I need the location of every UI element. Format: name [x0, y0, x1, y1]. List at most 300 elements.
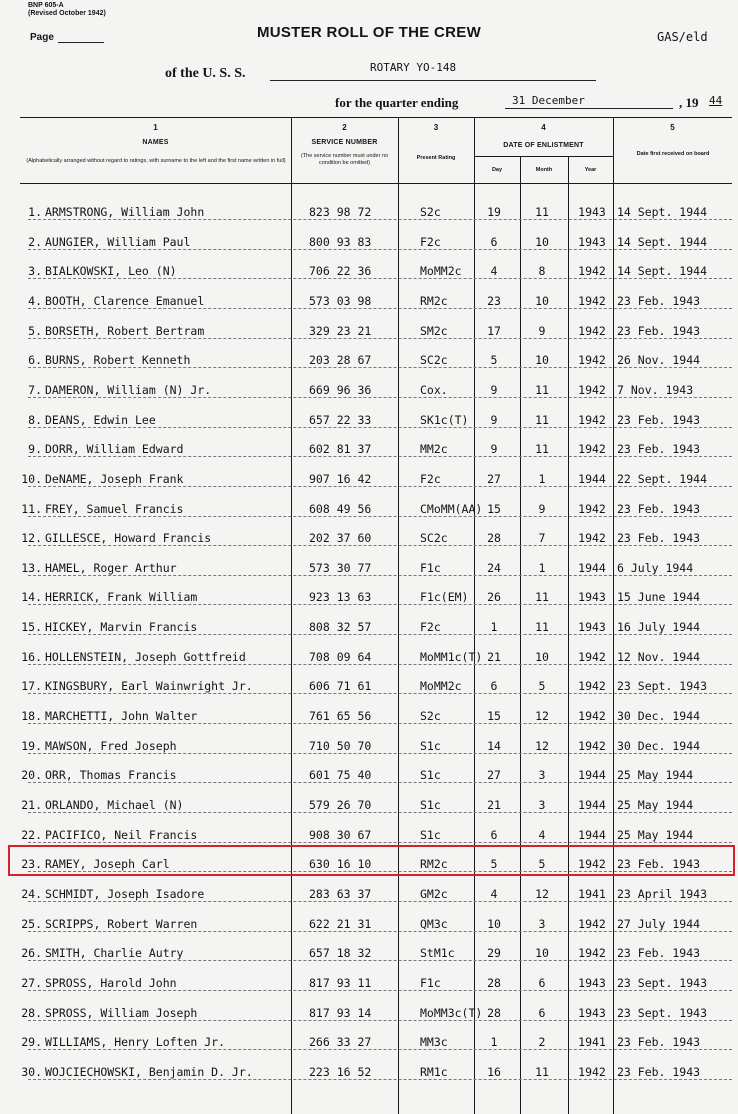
- received-date: 23 Sept. 1943: [617, 679, 708, 694]
- enlist-year: 1942: [578, 382, 606, 397]
- enlist-month: 11: [535, 382, 549, 397]
- crew-name: HOLLENSTEIN, Joseph Gottfreid: [45, 649, 246, 664]
- enlist-year: 1944: [578, 768, 606, 783]
- col-names-title: NAMES: [142, 139, 169, 146]
- crew-name: SPROSS, Harold John: [45, 975, 177, 990]
- rating: F2c: [420, 620, 441, 635]
- rating: MM2c: [420, 442, 448, 457]
- table-row: [20, 1031, 732, 1049]
- enlist-year: 1943: [578, 205, 606, 219]
- service-number: 573 30 77: [309, 560, 372, 575]
- received-date: 22 Sept. 1944: [617, 471, 708, 486]
- service-number: 606 71 61: [309, 679, 372, 694]
- table-row: [20, 527, 732, 545]
- table-row: [20, 320, 732, 338]
- enlist-year: 1944: [578, 560, 606, 575]
- col-enlistment-month: Month: [535, 167, 553, 173]
- row-number: 4.: [28, 293, 42, 308]
- crew-name: RAMEY, Joseph Carl: [45, 857, 170, 872]
- row-number: 19.: [21, 738, 42, 753]
- row-number: 2.: [28, 234, 42, 249]
- rating: QM3c: [420, 916, 448, 931]
- enlist-year: 1942: [578, 738, 606, 753]
- enlist-day: 21: [487, 649, 501, 664]
- rating: MoMM1c(T): [420, 649, 483, 664]
- table-row: [20, 1061, 732, 1079]
- received-date: 23 April 1943: [617, 886, 708, 901]
- enlist-month: 7: [538, 531, 546, 546]
- row-dotted-line: [28, 1079, 732, 1080]
- rating: S1c: [420, 738, 441, 753]
- crew-name: HERRICK, Frank William: [45, 590, 198, 605]
- enlist-day: 10: [487, 916, 501, 931]
- row-dotted-line: [28, 634, 732, 635]
- table-row: [20, 586, 732, 604]
- enlist-day: 5: [490, 353, 498, 368]
- enlist-year: 1942: [578, 709, 606, 724]
- enlist-day: 5: [490, 857, 498, 872]
- enlist-year: 1943: [578, 234, 606, 249]
- received-date: 25 May 1944: [617, 827, 694, 842]
- header-bottom-border: [20, 183, 732, 184]
- enlist-year: 1943: [578, 590, 606, 605]
- enlist-month: 12: [535, 886, 549, 901]
- crew-name: ORR, Thomas Francis: [45, 768, 177, 783]
- row-number: 12.: [21, 531, 42, 546]
- received-date: 23 Feb. 1943: [617, 293, 701, 308]
- page-title: MUSTER ROLL OF THE CREW: [256, 24, 482, 41]
- crew-name: WOJCIECHOWSKI, Benjamin D. Jr.: [45, 1064, 253, 1079]
- enlist-month: 3: [538, 768, 546, 783]
- row-number: 6.: [28, 353, 42, 368]
- enlist-year: 1941: [578, 1035, 606, 1050]
- typist-initials: GAS/eld: [657, 30, 708, 44]
- highlighted-row-box: [8, 845, 735, 876]
- row-number: 1.: [28, 205, 42, 219]
- service-number: 817 93 14: [309, 1005, 372, 1020]
- enlist-day: 17: [487, 323, 501, 338]
- row-dotted-line: [28, 782, 732, 783]
- row-dotted-line: [28, 219, 732, 220]
- enlist-year: 1942: [578, 412, 606, 427]
- enlist-month: 6: [538, 975, 546, 990]
- ship-name: ROTARY YO-148: [370, 61, 457, 74]
- enlist-day: 9: [490, 382, 498, 397]
- col-service-number: 2: [342, 123, 347, 132]
- row-dotted-line: [28, 990, 732, 991]
- enlist-year: 1942: [578, 1064, 606, 1079]
- enlistment-subheader-divider: [474, 156, 613, 157]
- enlist-year: 1941: [578, 886, 606, 901]
- received-date: 23 Feb. 1943: [617, 946, 701, 961]
- rating: F1c(EM): [420, 590, 469, 605]
- service-number: 761 65 56: [309, 709, 372, 724]
- col-enlistment-year: Year: [584, 167, 597, 173]
- row-number: 27.: [21, 975, 42, 990]
- crew-name: ARMSTRONG, William John: [45, 205, 205, 219]
- table-row: [20, 201, 732, 219]
- table-row: [20, 972, 732, 990]
- crew-name: DORR, William Edward: [45, 442, 184, 457]
- row-number: 7.: [28, 382, 42, 397]
- year-suffix: 44: [709, 94, 723, 107]
- enlist-year: 1942: [578, 679, 606, 694]
- enlist-month: 12: [535, 709, 549, 724]
- enlist-day: 4: [490, 886, 498, 901]
- received-date: 25 May 1944: [617, 798, 694, 812]
- rating: RM2c: [420, 857, 448, 872]
- rating: S2c: [420, 709, 441, 724]
- enlist-month: 11: [535, 590, 549, 605]
- service-number: 203 28 67: [309, 353, 372, 368]
- form-revised-text: (Revised October 1942): [28, 10, 106, 17]
- enlist-day: 9: [490, 442, 498, 457]
- enlist-month: 11: [535, 1064, 549, 1079]
- enlist-year: 1943: [578, 620, 606, 635]
- enlist-month: 2: [538, 1035, 546, 1050]
- rating: SK1c(T): [420, 412, 469, 427]
- table-row: [20, 616, 732, 634]
- received-date: 27 July 1944: [617, 916, 701, 931]
- row-dotted-line: [28, 367, 732, 368]
- enlist-month: 1: [538, 560, 546, 575]
- row-dotted-line: [28, 931, 732, 932]
- enlist-month: 10: [535, 649, 549, 664]
- service-number: 669 96 36: [309, 382, 372, 397]
- table-row: [20, 438, 732, 456]
- table-row: [20, 913, 732, 931]
- rating: GM2c: [420, 886, 448, 901]
- enlist-year: 1942: [578, 264, 606, 279]
- enlist-year: 1944: [578, 827, 606, 842]
- enlist-day: 28: [487, 531, 501, 546]
- row-dotted-line: [28, 516, 732, 517]
- received-date: 23 Feb. 1943: [617, 501, 701, 516]
- row-dotted-line: [28, 427, 732, 428]
- row-dotted-line: [28, 486, 732, 487]
- service-number: 329 23 21: [309, 323, 372, 338]
- row-dotted-line: [28, 575, 732, 576]
- enlist-day: 19: [487, 205, 501, 219]
- enlist-year: 1942: [578, 649, 606, 664]
- rating: MM3c: [420, 1035, 448, 1050]
- enlist-year: 1942: [578, 323, 606, 338]
- enlist-year: 1943: [578, 975, 606, 990]
- received-date: 23 Sept. 1943: [617, 975, 708, 990]
- service-number: 622 21 31: [309, 916, 372, 931]
- ship-name-line: [270, 80, 596, 81]
- service-number: 923 13 63: [309, 590, 372, 605]
- service-number: 710 50 70: [309, 738, 372, 753]
- crew-name: DEANS, Edwin Lee: [45, 412, 156, 427]
- col-rating-title: Present Rating: [416, 155, 456, 161]
- table-row: [20, 260, 732, 278]
- enlist-month: 11: [535, 412, 549, 427]
- rating: MoMM3c(T): [420, 1005, 483, 1020]
- enlist-day: 1: [490, 620, 498, 635]
- table-row: [20, 468, 732, 486]
- row-dotted-line: [28, 249, 732, 250]
- service-number: 907 16 42: [309, 471, 372, 486]
- enlist-day: 28: [487, 975, 501, 990]
- service-number: 817 93 11: [309, 975, 372, 990]
- rating: S1c: [420, 827, 441, 842]
- crew-name: BURNS, Robert Kenneth: [45, 353, 191, 368]
- rating: S1c: [420, 768, 441, 783]
- enlist-year: 1943: [578, 1005, 606, 1020]
- enlist-day: 15: [487, 709, 501, 724]
- row-number: 21.: [21, 798, 42, 812]
- enlist-day: 27: [487, 471, 501, 486]
- table-row: [20, 290, 732, 308]
- enlist-day: 29: [487, 946, 501, 961]
- enlist-day: 9: [490, 412, 498, 427]
- row-number: 20.: [21, 768, 42, 783]
- service-number: 630 16 10: [309, 857, 372, 872]
- received-date: 16 July 1944: [617, 620, 701, 635]
- received-date: 23 Feb. 1943: [617, 531, 701, 546]
- received-date: 26 Nov. 1944: [617, 353, 701, 368]
- rating: F1c: [420, 560, 441, 575]
- enlist-month: 10: [535, 293, 549, 308]
- table-row: [20, 942, 732, 960]
- row-dotted-line: [28, 338, 732, 339]
- received-date: 30 Dec. 1944: [617, 738, 701, 753]
- enlist-year: 1942: [578, 293, 606, 308]
- row-dotted-line: [28, 960, 732, 961]
- enlist-month: 9: [538, 323, 546, 338]
- rating: MoMM2c: [420, 679, 462, 694]
- crew-name: AUNGIER, William Paul: [45, 234, 191, 249]
- table-row: [20, 705, 732, 723]
- enlist-year: 1944: [578, 471, 606, 486]
- received-date: 7 Nov. 1943: [617, 382, 694, 397]
- received-date: 14 Sept. 1944: [617, 264, 708, 279]
- muster-roll-table: [20, 117, 732, 1114]
- rating: SM2c: [420, 323, 448, 338]
- uss-label: of the U. S. S.: [165, 66, 246, 81]
- enlist-month: 5: [538, 679, 546, 694]
- row-number: 5.: [28, 323, 42, 338]
- col-names-subtitle: (Alphabetically arranged without regard to ratings, with surname to the left and the first name written in full): [26, 158, 286, 164]
- enlist-year: 1942: [578, 916, 606, 931]
- enlist-day: 14: [487, 738, 501, 753]
- row-number: 3.: [28, 264, 42, 279]
- quarter-label: for the quarter ending: [335, 95, 459, 110]
- crew-name: MARCHETTI, John Walter: [45, 709, 198, 724]
- col-names-number: 1: [153, 123, 158, 132]
- rating: Cox.: [420, 382, 448, 397]
- table-row: [20, 764, 732, 782]
- row-number: 30.: [21, 1064, 42, 1079]
- service-number: 706 22 36: [309, 264, 372, 279]
- row-dotted-line: [28, 812, 732, 813]
- service-number: 800 93 83: [309, 234, 372, 249]
- received-date: 23 Feb. 1943: [617, 857, 701, 872]
- row-number: 10.: [21, 471, 42, 486]
- enlist-year: 1942: [578, 442, 606, 457]
- row-number: 29.: [21, 1035, 42, 1050]
- received-date: 15 June 1944: [617, 590, 701, 605]
- crew-name: SCHMIDT, Joseph Isadore: [45, 886, 205, 901]
- col-service-title: SERVICE NUMBER: [311, 139, 378, 146]
- row-dotted-line: [28, 901, 732, 902]
- row-number: 18.: [21, 709, 42, 724]
- row-number: 8.: [28, 412, 42, 427]
- quarter-date-line: [505, 108, 673, 109]
- rating: MoMM2c: [420, 264, 462, 279]
- year-prefix: , 19: [679, 95, 699, 110]
- enlist-day: 28: [487, 1005, 501, 1020]
- col-service-subtitle: (The service number must under no condition be omitted): [300, 153, 389, 166]
- rating: SC2c: [420, 531, 448, 546]
- row-dotted-line: [28, 1020, 732, 1021]
- row-number: 15.: [21, 620, 42, 635]
- table-row: [20, 794, 732, 812]
- row-number: 26.: [21, 946, 42, 961]
- received-date: 6 July 1944: [617, 560, 694, 575]
- row-dotted-line: [28, 842, 732, 843]
- row-number: 22.: [21, 827, 42, 842]
- col-received-title: Date first received on board: [636, 151, 710, 157]
- service-number: 808 32 57: [309, 620, 372, 635]
- crew-name: WILLIAMS, Henry Loften Jr.: [45, 1035, 226, 1050]
- crew-name: SPROSS, William Joseph: [45, 1005, 198, 1020]
- row-dotted-line: [28, 456, 732, 457]
- col-enlistment-title: DATE OF ENLISTMENT: [503, 142, 584, 149]
- row-number: 17.: [21, 679, 42, 694]
- service-number: 266 33 27: [309, 1035, 372, 1050]
- table-row: [20, 824, 732, 842]
- enlist-month: 8: [538, 264, 546, 279]
- enlist-month: 12: [535, 738, 549, 753]
- enlist-day: 23: [487, 293, 501, 308]
- crew-name: SCRIPPS, Robert Warren: [45, 916, 198, 931]
- table-row: [20, 231, 732, 249]
- enlist-month: 9: [538, 501, 546, 516]
- service-number: 202 37 60: [309, 531, 372, 546]
- row-number: 16.: [21, 649, 42, 664]
- enlist-day: 27: [487, 768, 501, 783]
- table-row: [20, 883, 732, 901]
- received-date: 30 Dec. 1944: [617, 709, 701, 724]
- crew-name: BIALKOWSKI, Leo (N): [45, 264, 177, 279]
- received-date: 23 Feb. 1943: [617, 1035, 701, 1050]
- table-row: [20, 1002, 732, 1020]
- service-number: 602 81 37: [309, 442, 372, 457]
- row-number: 9.: [28, 442, 42, 457]
- row-number: 28.: [21, 1005, 42, 1020]
- crew-name: FREY, Samuel Francis: [45, 501, 184, 516]
- received-date: 23 Feb. 1943: [617, 442, 701, 457]
- enlist-month: 11: [535, 442, 549, 457]
- service-number: 579 26 70: [309, 798, 372, 812]
- table-row: [20, 349, 732, 367]
- received-date: 12 Nov. 1944: [617, 649, 701, 664]
- row-dotted-line: [28, 278, 732, 279]
- page-label: Page: [30, 32, 54, 43]
- service-number: 283 63 37: [309, 886, 372, 901]
- crew-name: GILLESCE, Howard Francis: [45, 531, 212, 546]
- row-dotted-line: [28, 723, 732, 724]
- table-top-border: [20, 117, 732, 118]
- service-number: 657 18 32: [309, 946, 372, 961]
- service-number: 708 09 64: [309, 649, 372, 664]
- enlist-day: 4: [490, 264, 498, 279]
- table-row: [20, 379, 732, 397]
- enlist-month: 11: [535, 205, 549, 219]
- row-number: 13.: [21, 560, 42, 575]
- service-number: 657 22 33: [309, 412, 372, 427]
- quarter-date: 31 December: [512, 94, 585, 107]
- service-number: 823 98 72: [309, 205, 372, 219]
- row-dotted-line: [28, 545, 732, 546]
- enlist-year: 1942: [578, 946, 606, 961]
- row-number: 14.: [21, 590, 42, 605]
- crew-name: ORLANDO, Michael (N): [45, 798, 184, 812]
- row-number: 25.: [21, 916, 42, 931]
- col-enlistment-number: 4: [541, 123, 546, 132]
- crew-name: HAMEL, Roger Arthur: [45, 560, 177, 575]
- row-number: 23.: [21, 857, 42, 872]
- service-number: 908 30 67: [309, 827, 372, 842]
- enlist-month: 3: [538, 798, 546, 812]
- crew-name: DeNAME, Joseph Frank: [45, 471, 184, 486]
- col-received-number: 5: [670, 123, 675, 132]
- enlist-year: 1944: [578, 798, 606, 812]
- form-number-text: BNP 605-A: [28, 2, 64, 9]
- service-number: 223 16 52: [309, 1064, 372, 1079]
- enlist-month: 3: [538, 916, 546, 931]
- rating: F2c: [420, 234, 441, 249]
- row-dotted-line: [28, 1049, 732, 1050]
- table-row: [20, 498, 732, 516]
- enlist-month: 10: [535, 946, 549, 961]
- received-date: 23 Feb. 1943: [617, 323, 701, 338]
- enlist-month: 4: [538, 827, 546, 842]
- row-number: 24.: [21, 886, 42, 901]
- crew-name: HICKEY, Marvin Francis: [45, 620, 198, 635]
- row-dotted-line: [28, 664, 732, 665]
- table-row: [20, 557, 732, 575]
- rating: SC2c: [420, 353, 448, 368]
- table-row: [20, 409, 732, 427]
- enlist-month: 10: [535, 234, 549, 249]
- received-date: 14 Sept. 1944: [617, 234, 708, 249]
- enlist-day: 24: [487, 560, 501, 575]
- crew-name: MAWSON, Fred Joseph: [45, 738, 177, 753]
- row-dotted-line: [28, 693, 732, 694]
- enlist-year: 1942: [578, 531, 606, 546]
- page-number-line: [58, 42, 104, 43]
- row-number: 11.: [21, 501, 42, 516]
- crew-name: DAMERON, William (N) Jr.: [45, 382, 212, 397]
- rating: S1c: [420, 798, 441, 812]
- received-date: 23 Feb. 1943: [617, 1064, 701, 1079]
- enlist-day: 26: [487, 590, 501, 605]
- received-date: 23 Feb. 1943: [617, 412, 701, 427]
- crew-name: PACIFICO, Neil Francis: [45, 827, 198, 842]
- enlist-day: 16: [487, 1064, 501, 1079]
- enlist-day: 21: [487, 798, 501, 812]
- received-date: 23 Sept. 1943: [617, 1005, 708, 1020]
- enlist-month: 6: [538, 1005, 546, 1020]
- crew-name: KINGSBURY, Earl Wainwright Jr.: [45, 679, 253, 694]
- row-dotted-line: [28, 753, 732, 754]
- enlist-year: 1942: [578, 857, 606, 872]
- service-number: 608 49 56: [309, 501, 372, 516]
- received-date: 14 Sept. 1944: [617, 205, 708, 219]
